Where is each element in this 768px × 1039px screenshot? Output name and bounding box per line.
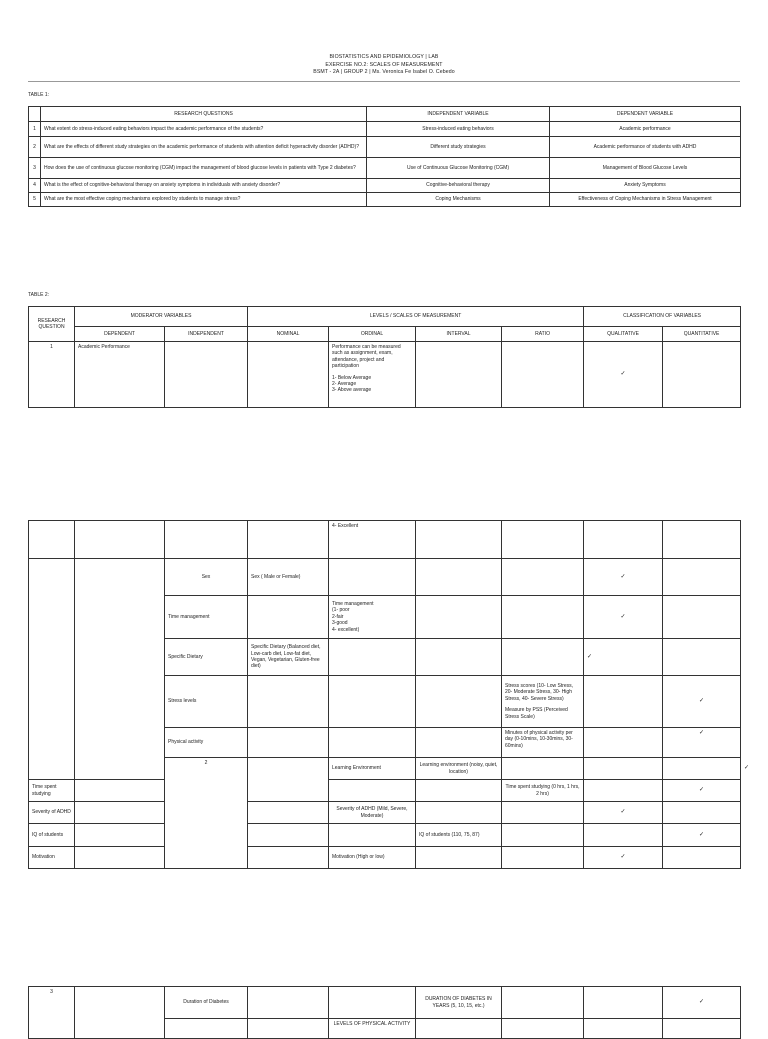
header-exercise: EXERCISE NO.2: SCALES OF MEASUREMENT xyxy=(325,61,443,68)
table-row: 2 What are the effects of different study strategies on the academic performance of students with attention deficit hyperactivity disorder (ADHD)? Different study strategies Academic performance of students with ADHD xyxy=(29,137,741,158)
table-subheader-row: DEPENDENT INDEPENDENT NOMINAL ORDINAL INTERVAL RATIO QUALITATIVE QUANTITATIVE xyxy=(29,327,741,342)
table-row: Physical activity Minutes of physical activity per day (0-10mins, 10-30mins, 30-60mins) ✓ xyxy=(29,728,741,758)
table-header-row xyxy=(29,307,741,327)
check-icon: ✓ xyxy=(663,676,741,728)
table-row: LEVELS OF PHYSICAL ACTIVITY xyxy=(29,1019,741,1039)
table-row: 3 Duration of Diabetes DURATION OF DIABETES IN YEARS (5, 10, 15, etc.) ✓ xyxy=(29,987,741,1019)
table-row: 3 How does the use of continuous glucose monitoring (CGM) impact the management of blood glucose levels in patients with Type 2 diabetes? Use of Continuous Glucose Monitoring (CGM) Management of Blood Glucose Levels xyxy=(29,158,741,179)
header-course: BIOSTATISTICS AND EPIDEMIOLOGY | LAB xyxy=(329,54,439,60)
document-header xyxy=(0,54,768,77)
check-icon: ✓ xyxy=(584,342,663,408)
table-row: Specific Dietary Specific Dietary (Balanced diet, Low-carb diet, Low-fat diet, Vegan, Vegetarian, Gluten-free diet) ✓ xyxy=(29,639,741,676)
check-icon: ✓ xyxy=(584,596,663,639)
table-header-row xyxy=(29,107,741,122)
table-row: Time management Time management (1- poor 2-fair 3-good 4- excellent) ✓ xyxy=(29,596,741,639)
table1-label: TABLE 1: xyxy=(28,92,50,98)
header-divider xyxy=(28,81,740,82)
table-row: IQ of students IQ of students (110, 75, 87) ✓ xyxy=(29,824,741,847)
check-icon: ✓ xyxy=(663,987,741,1019)
header-independent-variable: INDEPENDENT VARIABLE xyxy=(367,107,550,122)
header-dependent-variable: DEPENDENT VARIABLE xyxy=(550,107,741,122)
check-icon: ✓ xyxy=(663,728,741,758)
table-row: 5 What are the most effective coping mechanisms explored by students to manage stress? Coping Mechanisms Effectiveness of Coping Mechanisms in Stress Management xyxy=(29,193,741,207)
table-row: 4 What is the effect of cognitive-behavioral therapy on anxiety symptoms in individuals with anxiety disorder? Cognitive-behavioral therapy Anxiety Symptoms xyxy=(29,179,741,193)
header-levels-scales: LEVELS / SCALES OF MEASUREMENT xyxy=(248,307,584,327)
check-icon: ✓ xyxy=(663,780,741,802)
table-row: 1 What extent do stress-induced eating behaviors impact the academic performance of the students? Stress-induced eating behaviors Academic performance xyxy=(29,122,741,137)
scales-of-measurement-table xyxy=(28,306,741,408)
check-icon: ✓ xyxy=(584,847,663,869)
table-row: Severity of ADHD Severity of ADHD (Mild, Severe, Moderate) ✓ xyxy=(29,802,741,824)
table-row: 4- Excellent xyxy=(29,521,741,559)
table-row: 2 Learning Environment Learning environment (noisy, quiet, location) ✓ xyxy=(29,758,741,780)
header-moderator-variables: MODERATOR VARIABLES xyxy=(75,307,248,327)
check-icon: ✓ xyxy=(584,559,663,596)
table-row: 1 Academic Performance Performance can be measured such as assignment, exam, attendance, project and participation 1- Below Average 2- Average 3- Above average ✓ xyxy=(29,342,741,408)
research-questions-table xyxy=(28,106,741,207)
table-row: Time spent studying Time spent studying (0 hrs, 1 hrs, 2 hrs) ✓ xyxy=(29,780,741,802)
table-row: Stress levels Stress scores (10- Low Stress, 20- Moderate Stress, 30- High Stress, 40- Severe Stress) Measure by PSS (Perceived Stress Scale) ✓ xyxy=(29,676,741,728)
header-classification: CLASSIFICATION OF VARIABLES xyxy=(584,307,741,327)
table-row: Motivation Motivation (High or low) ✓ xyxy=(29,847,741,869)
scales-of-measurement-table-continued-2 xyxy=(28,986,741,1039)
check-icon: ✓ xyxy=(663,824,741,847)
check-icon: ✓ xyxy=(584,802,663,824)
table2-label: TABLE 2: xyxy=(28,292,50,298)
table-row: Sex Sex ( Male or Female) ✓ xyxy=(29,559,741,596)
header-research-question: RESEARCH QUESTION xyxy=(29,307,75,342)
header-group: BSMT - 2A | GROUP 2 | Ms. Veronica Fe Isabel O. Cebedo xyxy=(313,69,455,76)
scales-of-measurement-table-continued xyxy=(28,520,750,869)
check-icon: ✓ xyxy=(584,639,663,676)
header-research-questions: RESEARCH QUESTIONS xyxy=(41,107,367,122)
